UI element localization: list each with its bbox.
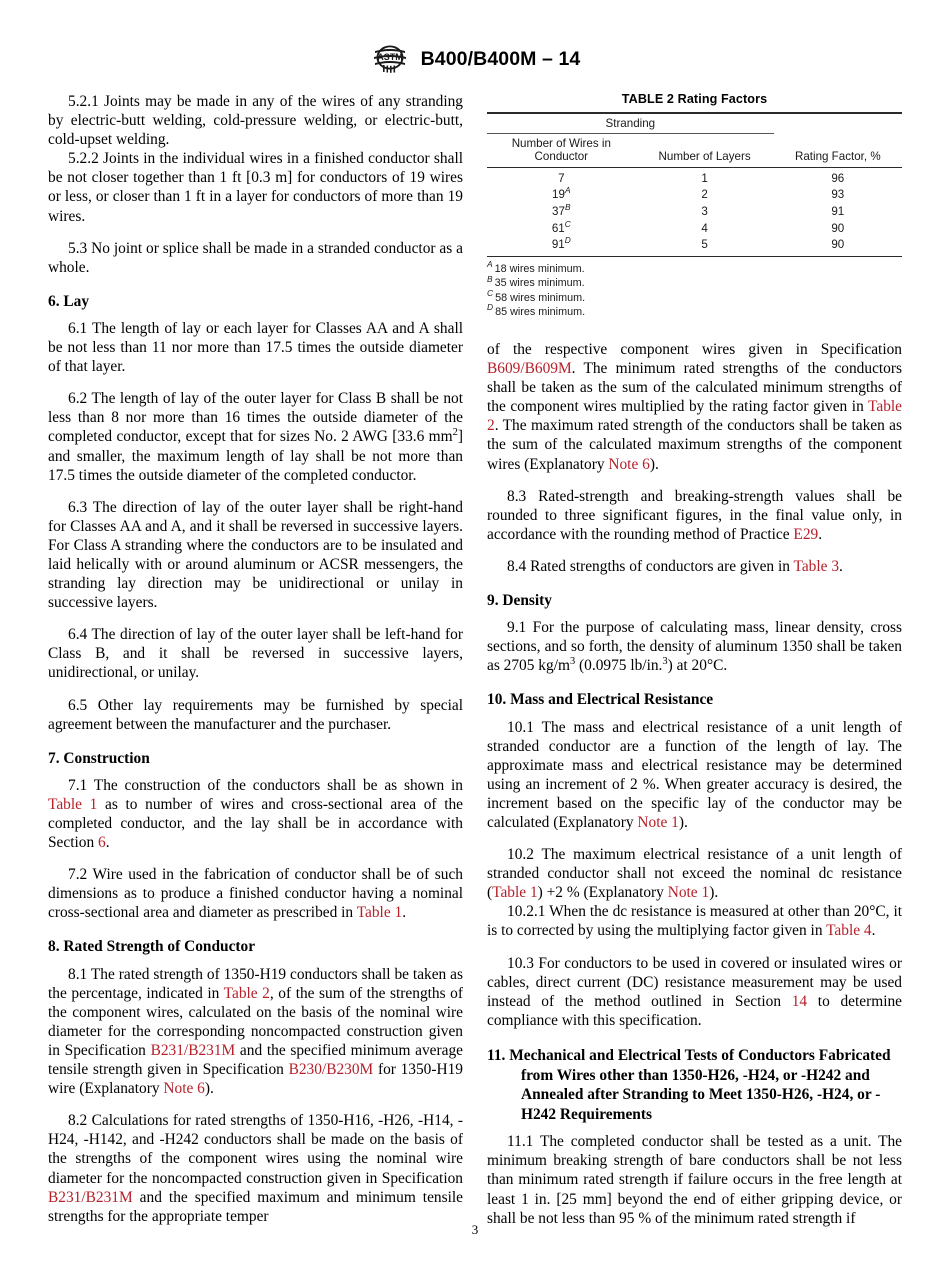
- cell-rating-factor: 96: [831, 171, 845, 185]
- paragraph-8-4: [487, 557, 902, 576]
- cell-rating-factor: 90: [774, 237, 902, 257]
- paragraph-9-1-part-a: 9.1 For the purpose of calculating mass, linear density, cross sections, and so forth, the density of aluminum 1350 shall be taken as 2705 kg/m: [487, 619, 902, 675]
- rating-factors-table-body: [487, 167, 902, 256]
- paragraph-6-1: 6.1 The length of lay or each layer for Classes AA and A shall be not less than 11 nor more than 17.5 times the outside diameter of that layer.: [48, 319, 463, 376]
- paragraph-5-2-2: 5.2.2 Joints in the individual wires in a finished conductor shall be not closer together than 1 ft [0.3 m] for conductors of 19 wires or less, or closer than 1 ft in a layer for conductors of more than 19 wires.: [48, 150, 463, 225]
- paragraph-10-2-1: [487, 902, 902, 940]
- right-text-column: [487, 340, 902, 1228]
- heading-section-10: 10. Mass and Electrical Resistance: [487, 691, 714, 709]
- cell-layers: 4: [701, 221, 708, 235]
- paragraph-8-3-part-a: 8.3 Rated-strength and breaking-strength values shall be rounded to three significant figures, in the final value only, in accordance with the rounding method of Practice: [487, 487, 902, 543]
- paragraph-8-4-part-a: 8.4 Rated strengths of conductors are given in: [507, 557, 794, 575]
- table-row: [487, 204, 902, 221]
- paragraph-7-1-part-b: as to number of wires and cross-sectional area of the completed conductor, and the lay shall be in accordance with Section: [48, 795, 463, 852]
- paragraph-8-2: [48, 1111, 463, 1226]
- cross-reference-note-6[interactable]: Note 6: [608, 455, 650, 473]
- footnote-c: [487, 288, 787, 305]
- cross-reference-section-14[interactable]: 14: [791, 992, 808, 1010]
- footnote-text: 35 wires minimum.: [494, 277, 585, 290]
- cross-reference-b230[interactable]: B230/B230M: [288, 1061, 374, 1079]
- footnote-text: 85 wires minimum.: [495, 306, 586, 318]
- cell-wires: [487, 204, 636, 221]
- superscript-cube: 3: [662, 656, 668, 668]
- document-designation: B400/B400M – 14: [420, 47, 581, 70]
- cell-wires-value: 61: [551, 221, 565, 235]
- paragraph-10-3-part-b: to determine compliance with this specification.: [487, 992, 902, 1029]
- cross-reference-b231[interactable]: B231/B231M: [150, 1041, 236, 1059]
- cell-wires: [487, 220, 636, 237]
- paragraph-8-1-part-b: , of the sum of the strengths of the component wires, calculated on the basis of the nominal wire diameter for the corresponding noncompacted construction given in Specification: [48, 984, 463, 1059]
- span-header-blank: [774, 113, 902, 134]
- footnote-text: 58 wires minimum.: [495, 291, 586, 304]
- paragraph-8-3: [487, 487, 902, 544]
- footnote-a: [487, 259, 787, 276]
- footnote-text: 18 wires minimum.: [494, 262, 585, 275]
- paragraph-8-2-part-b: and the specified maximum and minimum tensile strengths for the appropriate temper: [48, 1188, 463, 1225]
- left-text-column: [48, 92, 463, 1226]
- footnote-marker: A: [564, 185, 571, 196]
- superscript-square: 2: [452, 427, 458, 439]
- cell-wires: [487, 167, 636, 187]
- paragraph-6-5: 6.5 Other lay requirements may be furnished by special agreement between the manufacturer and the purchaser.: [48, 696, 463, 733]
- paragraph-8-1-part-d: for 1350-H19 wire (Explanatory: [48, 1061, 463, 1098]
- paragraph-9-1-part-b: (0.0975 lb/in.: [575, 657, 663, 675]
- paragraph-10-2-1-part-b: .: [871, 922, 876, 940]
- cell-rating-factor: 91: [831, 205, 845, 218]
- paragraph-11-1: 11.1 The completed conductor shall be tested as a unit. The minimum breaking strength of bare conductors shall be not less than minimum rated strength if failure occurs in the free length at least 1 in. [25 mm] beyond the end of either gripping device, or shall be not less than 95 % of the minimum rated strength if: [487, 1133, 902, 1227]
- footnote-b: [487, 273, 787, 290]
- column-header-wires: [487, 134, 636, 168]
- cross-reference-table-2[interactable]: Table 2: [487, 398, 902, 435]
- continuation-part-d: ).: [649, 455, 659, 473]
- paragraph-continuation-8-2: [487, 340, 902, 474]
- paragraph-10-1-part-b: ).: [678, 813, 688, 831]
- span-header-stranding: Stranding: [487, 113, 774, 134]
- cross-reference-table-3[interactable]: Table 3: [793, 557, 840, 575]
- table-2-title: TABLE 2 Rating Factors: [621, 92, 768, 106]
- paragraph-7-1-part-a: 7.1 The construction of the conductors shall be as shown in: [68, 776, 463, 794]
- cross-reference-table-2[interactable]: Table 2: [223, 984, 270, 1002]
- cell-wires-value: 37: [552, 205, 565, 218]
- paragraph-9-1: [487, 618, 902, 675]
- paragraph-7-1: [48, 776, 463, 852]
- table-row: [487, 167, 902, 187]
- column-header-layers: Number of Layers: [636, 134, 774, 168]
- cross-reference-table-1[interactable]: Table 1: [492, 884, 538, 902]
- cell-wires: [487, 237, 636, 257]
- paragraph-7-2: [48, 865, 463, 922]
- continuation-part-a: of the respective component wires given in Specification: [487, 341, 902, 358]
- paragraph-10-2-part-a: 10.2 The maximum electrical resistance of a unit length of stranded conductor shall not exceed the nominal dc resistance (: [487, 846, 902, 902]
- paragraph-10-2-part-c: ).: [709, 884, 719, 902]
- cell-wires: [487, 187, 636, 204]
- heading-section-6: 6. Lay: [48, 292, 90, 310]
- table-row: [487, 220, 902, 237]
- paragraph-6-3: 6.3 The direction of lay of the outer layer shall be right-hand for Classes AA and A, and it shall be reversed in successive layers. For Class A stranding where the conductors are to be insulated and laid helically with or around aluminum or ACSR messengers, the stranding lay direction may be unidirectional or unilay in successive layers.: [48, 498, 463, 612]
- footnote-d: [487, 302, 787, 319]
- cell-rating-factor: 90: [831, 221, 845, 235]
- cross-reference-table-1[interactable]: Table 1: [356, 904, 403, 922]
- cell-wires-value: 91: [551, 238, 565, 252]
- paragraph-9-1-part-c: ) at 20°C.: [667, 657, 728, 675]
- paragraph-8-1: [48, 965, 463, 1099]
- cell-layers: 5: [636, 237, 774, 257]
- heading-section-11: 11. Mechanical and Electrical Tests of Conductors Fabricated from Wires other than 1350-H26, -H24, or -H242 and Annealed after Stranding to Meet 1350-H26, -H24, or -H242 Requirements: [487, 1046, 891, 1123]
- paragraph-7-2-part-a: 7.2 Wire used in the fabrication of conductor shall be of such dimensions as to produce a finished conductor having a nominal cross-sectional area and diameter as prescribed in: [48, 866, 463, 922]
- continuation-part-c: . The maximum rated strength of the conductors shall be taken as the sum of the calculated maximum strengths of the component wires (Explanatory: [487, 417, 902, 473]
- cross-reference-note-1[interactable]: Note 1: [637, 813, 679, 831]
- paragraph-10-1-part-a: 10.1 The mass and electrical resistance of a unit length of stranded conductor are a function of the length of lay. The approximate mass and electrical resistance may be determined using an increment of 2 %. When greater accuracy is desired, the increment based on the specific lay of the conductor may be calculated (Explanatory: [487, 718, 902, 831]
- paragraph-10-2-1-part-a: 10.2.1 When the dc resistance is measured at other than 20°C, it is to corrected by using the multiplying factor given in: [487, 903, 902, 940]
- cell-rating-factor: 93: [831, 188, 845, 202]
- column-header-wires-line2: Conductor: [534, 150, 589, 164]
- cross-reference-e29[interactable]: E29: [793, 525, 819, 543]
- continuation-part-b: . The minimum rated strengths of the conductors shall be taken as the sum of the calculated minimum strengths of the component wires multiplied by the rating factor given in: [487, 360, 902, 416]
- cross-reference-table-4[interactable]: Table 4: [826, 922, 872, 940]
- svg-text:ASTM: ASTM: [376, 52, 403, 62]
- column-header-rating-factor: Rating Factor, %: [774, 134, 902, 168]
- cross-reference-note-6[interactable]: Note 6: [163, 1080, 205, 1098]
- paragraph-8-1-part-a: 8.1 The rated strength of 1350-H19 conductors shall be taken as the percentage, indicated in: [48, 965, 463, 1002]
- footnote-label: A: [487, 259, 493, 270]
- table-row: [487, 237, 902, 257]
- superscript-cube: 3: [569, 656, 576, 668]
- table-row: [487, 187, 902, 204]
- paragraph-10-2: [487, 845, 902, 902]
- cross-reference-note-1[interactable]: Note 1: [667, 884, 710, 902]
- table-span-header-row: [487, 113, 902, 134]
- paragraph-10-2-part-b: ) +2 % (Explanatory: [537, 884, 668, 902]
- paragraph-7-1-part-c: .: [105, 834, 110, 852]
- table-2-footnotes: [487, 259, 787, 320]
- paragraph-7-2-part-b: .: [402, 904, 407, 922]
- table-2-container: [487, 92, 902, 319]
- footnote-label: C: [487, 288, 494, 298]
- paragraph-8-3-part-b: .: [818, 525, 823, 543]
- paragraph-5-3: 5.3 No joint or splice shall be made in a stranded conductor as a whole.: [48, 239, 463, 276]
- cell-layers: 2: [701, 188, 708, 202]
- footnote-marker: B: [564, 202, 571, 213]
- paragraph-10-1: [487, 718, 902, 833]
- cross-reference-b231[interactable]: B231/B231M: [48, 1188, 133, 1206]
- table-column-header-row: [487, 134, 902, 168]
- footnote-marker: C: [564, 218, 571, 229]
- cross-reference-table-1[interactable]: Table 1: [48, 795, 98, 813]
- astm-logo-icon: [370, 44, 410, 74]
- paragraph-6-2-part-a: 6.2 The length of lay of the outer layer for Class B shall be not less than 8 nor more than 16 times the outside diameter of the completed conductor, except that for sizes No. 2 AWG [33.6 mm: [48, 390, 463, 446]
- cell-layers: 1: [701, 171, 708, 185]
- cell-wires-value: 7: [558, 171, 565, 185]
- cell-layers: 3: [701, 205, 708, 218]
- paragraph-8-1-part-c: and the specified minimum average tensile strength given in Specification: [48, 1041, 463, 1079]
- paragraph-8-2-part-a: 8.2 Calculations for rated strengths of 1350-H16, -H26, -H14, -H24, -H142, and -H242 conductors shall be made on the basis of the strengths of the component wires using the nominal wire diameter for the noncompacted construction given in Specification: [48, 1112, 463, 1187]
- paragraph-6-2: [48, 389, 463, 484]
- footnote-marker: D: [564, 235, 571, 246]
- cross-reference-section-6[interactable]: 6: [98, 834, 106, 852]
- footnote-label: D: [487, 302, 494, 313]
- paragraph-10-3: [487, 954, 902, 1030]
- heading-section-8: 8. Rated Strength of Conductor: [48, 938, 256, 956]
- rating-factors-table: [487, 112, 902, 257]
- heading-section-9: 9. Density: [487, 592, 552, 610]
- paragraph-6-2-part-b: ] and smaller, the maximum length of lay shall be not more than 17.5 times the outside diameter of the completed conductor.: [48, 428, 463, 484]
- paragraph-6-4: 6.4 The direction of lay of the outer layer shall be left-hand for Class B, and it shall be reversed in successive layers, unidirectional, or unilay.: [48, 626, 463, 682]
- paragraph-5-2-1: 5.2.1 Joints may be made in any of the wires of any stranding by electric-butt welding, cold-pressure welding, or electric-butt, cold-upset welding.: [48, 93, 463, 149]
- cross-reference-b609[interactable]: B609/B609M: [487, 360, 572, 378]
- document-header: [0, 44, 950, 74]
- cell-wires-value: 19: [552, 188, 565, 202]
- column-header-wires-line1: Number of Wires in: [511, 137, 611, 150]
- paragraph-8-4-part-b: .: [839, 557, 843, 575]
- footnote-label: B: [487, 273, 493, 284]
- paragraph-10-3-part-a: 10.3 For conductors to be used in covered or insulated wires or cables, direct current (DC) resistance measurement may be used instead of the method outlined in Section: [487, 954, 902, 1010]
- heading-section-7: 7. Construction: [48, 749, 150, 767]
- page-number: 3: [471, 1222, 479, 1237]
- paragraph-8-1-part-e: ).: [204, 1080, 214, 1098]
